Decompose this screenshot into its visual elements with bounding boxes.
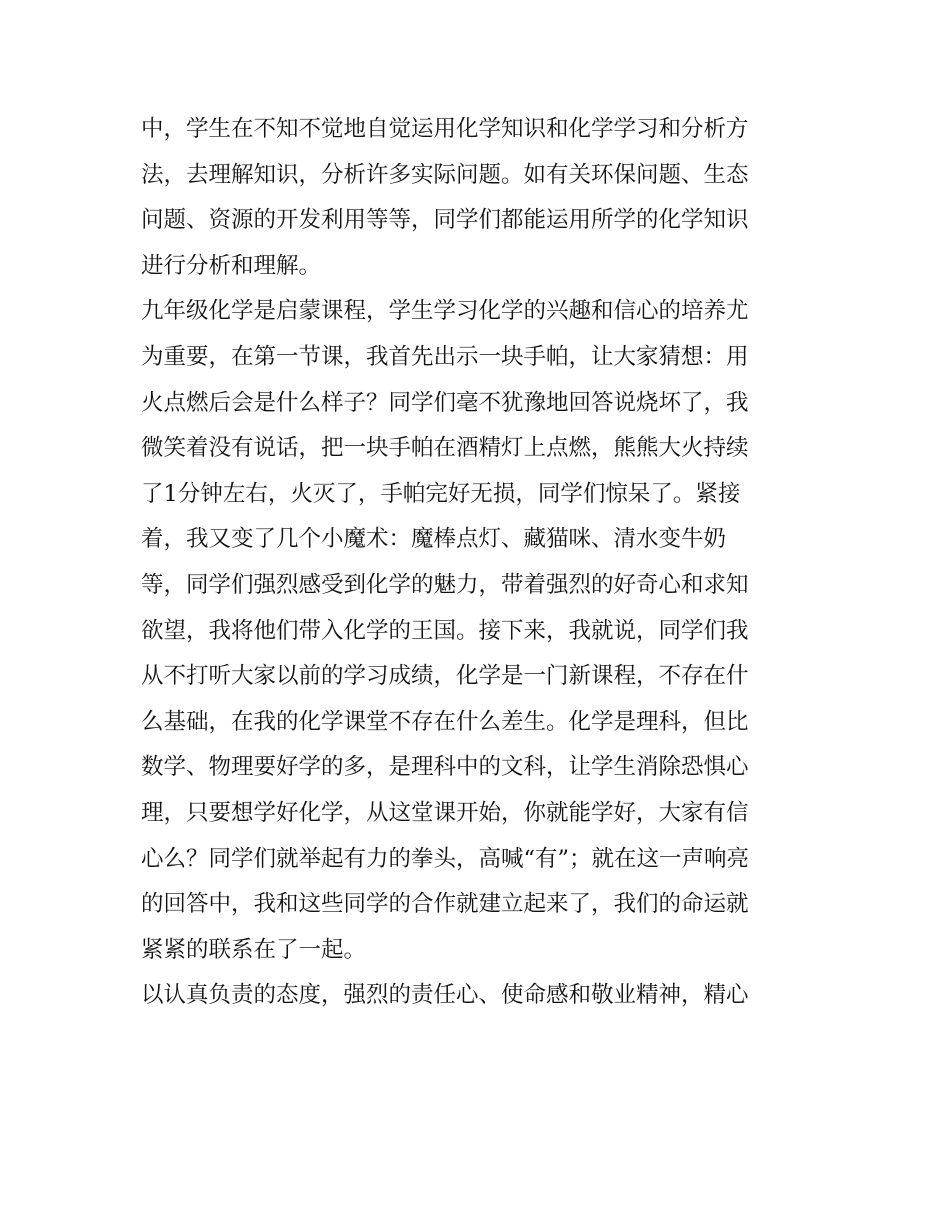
paragraph-3 xyxy=(141,973,821,1019)
text-line: 欲望，我将他们带入化学的王国。接下来，我就说，同学们我 xyxy=(141,617,749,644)
text-line: 理，只要想学好化学，从这堂课开始，你就能学好，大家有信 xyxy=(141,799,749,826)
text-line: 着，我又变了几个小魔术：魔棒点灯、藏猫咪、清水变牛奶 xyxy=(141,526,727,553)
paragraph-1 xyxy=(141,107,821,289)
text-line: 以认真负责的态度，强烈的责任心、使命感和敬业精神，精心 xyxy=(141,982,749,1009)
text-line: 九年级化学是启蒙课程，学生学习化学的兴趣和信心的培养尤 xyxy=(141,298,749,325)
text-line: 为重要，在第一节课，我首先出示一块手帕，让大家猜想：用 xyxy=(141,343,749,370)
document-body xyxy=(141,107,821,1019)
text-line: 的回答中，我和这些同学的合作就建立起来了，我们的命运就 xyxy=(141,891,749,918)
text-line: 么基础，在我的化学课堂不存在什么差生。化学是理科，但比 xyxy=(141,708,749,735)
text-line: 从不打听大家以前的学习成绩，化学是一门新课程，不存在什 xyxy=(141,663,749,690)
text-line: 了1分钟左右，火灭了，手帕完好无损，同学们惊呆了。紧接 xyxy=(141,480,741,507)
text-line: 紧紧的联系在了一起。 xyxy=(141,936,367,963)
text-line: 问题、资源的开发利用等等，同学们都能运用所学的化学知识 xyxy=(141,207,749,234)
text-line: 心么？同学们就举起有力的拳头，高喊“有”；就在这一声响亮 xyxy=(141,845,750,872)
text-line: 进行分析和理解。 xyxy=(141,252,322,279)
text-line: 法，去理解知识，分析许多实际问题。如有关环保问题、生态 xyxy=(141,161,749,188)
text-line: 数学、物理要好学的多，是理科中的文科，让学生消除恐惧心 xyxy=(141,754,749,781)
paragraph-2 xyxy=(141,289,821,973)
text-line: 火点燃后会是什么样子？同学们毫不犹豫地回答说烧坏了，我 xyxy=(141,389,749,416)
text-line: 中，学生在不知不觉地自觉运用化学知识和化学学习和分析方 xyxy=(141,116,749,142)
text-line: 微笑着没有说话，把一块手帕在酒精灯上点燃，熊熊大火持续 xyxy=(141,435,749,462)
text-line: 等，同学们强烈感受到化学的魅力，带着强烈的好奇心和求知 xyxy=(141,571,749,598)
